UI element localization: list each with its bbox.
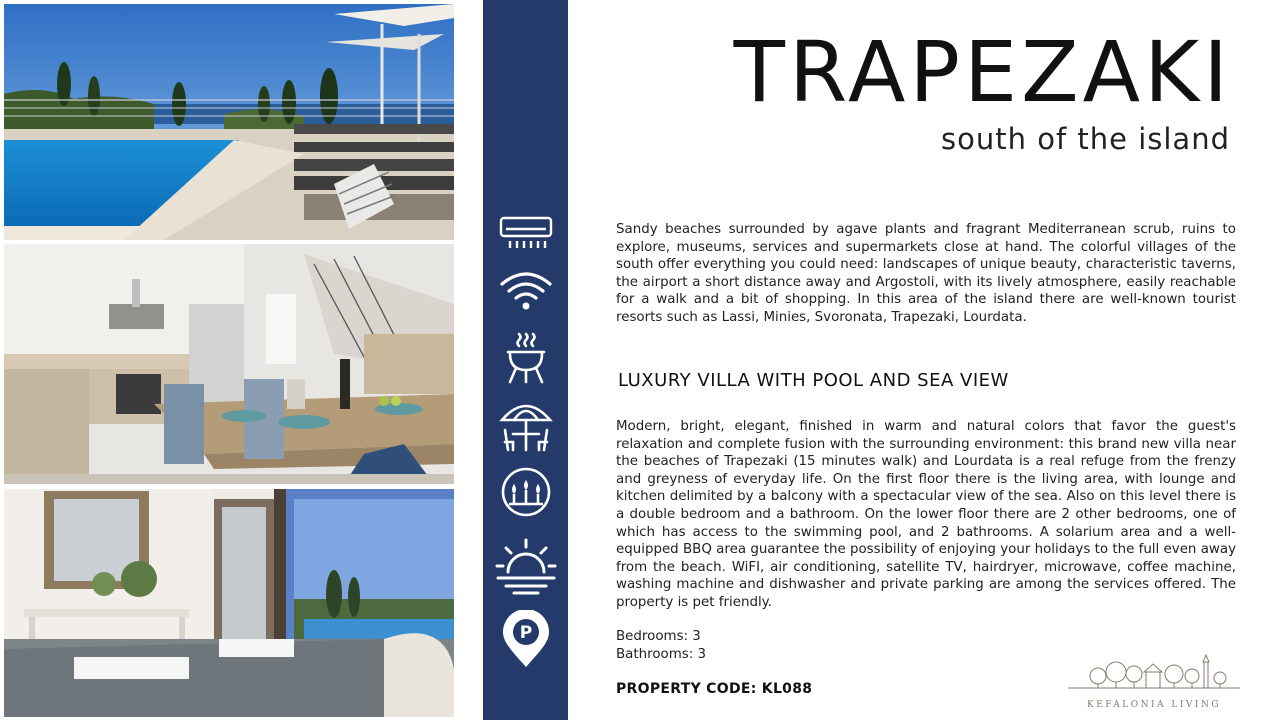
wifi-icon — [483, 268, 568, 314]
bedrooms-count: Bedrooms: 3 — [616, 629, 701, 644]
svg-text:P: P — [519, 623, 532, 643]
pool-terrace-photo — [4, 4, 454, 240]
villa-heading: LUXURY VILLA WITH POOL AND SEA VIEW — [618, 370, 1009, 391]
amenities-sidebar — [483, 0, 568, 720]
garden-icon — [483, 466, 568, 518]
umbrella-table-icon — [483, 398, 568, 454]
kefalonia-living-logo — [1068, 652, 1240, 712]
page-subtitle: south of the island — [941, 122, 1230, 156]
logo-text: KEFALONIA LIVING — [1086, 700, 1222, 710]
villa-description: Modern, bright, elegant, finished in warm and natural colors that favor the guest's relaxation and complete fusion with the surrounding environment: this brand new villa near the beaches of Trapezaki (15 minutes walk) and Lourdata is a real refuge from the frenzy and greyness of everyday life. On the first floor there is the living area, with lounge and kitchen delimited by a balcony with a spectacular view of the sea. Also on this level there is a double bedroom and a bathroom. On the lower floor there are 2 other bedrooms, one of which has access to the swimming pool, and 2 bathrooms. A solarium area and a well-equipped BBQ area guarantee the possibility of enjoying your holidays to the full even away from the beach. WiFI, air conditioning, satellite TV, hairdryer, microwave, coffee machine, washing machine and dishwasher and private parking are among the services offered. The property is pet friendly. — [616, 419, 1236, 610]
bbq-icon — [483, 330, 568, 386]
property-code: PROPERTY CODE: KL088 — [616, 681, 813, 697]
sunset-icon — [483, 536, 568, 596]
kitchen-dining-photo — [4, 244, 454, 484]
page-title: TRAPEZAKI — [733, 23, 1232, 121]
area-description: Sandy beaches surrounded by agave plants and fragrant Mediterranean scrub, ruins to explore, museums, services and supermarkets close at hand. The colorful villages of the south offer everything you could need: landscapes of unique beauty, characteristic taverns, the airport a short distance away and Argostoli, with its lively atmosphere, easily reachable for a walk and a bit of shopping. In this area of the island there are well-known tourist resorts such as Lassi, Minies, Svoronata, Trapezaki, Lourdata. — [616, 222, 1236, 325]
bathrooms-count: Bathrooms: 3 — [616, 647, 707, 662]
air-conditioning-icon — [483, 214, 568, 254]
parking-icon — [483, 610, 568, 668]
bedroom-photo — [4, 489, 454, 717]
